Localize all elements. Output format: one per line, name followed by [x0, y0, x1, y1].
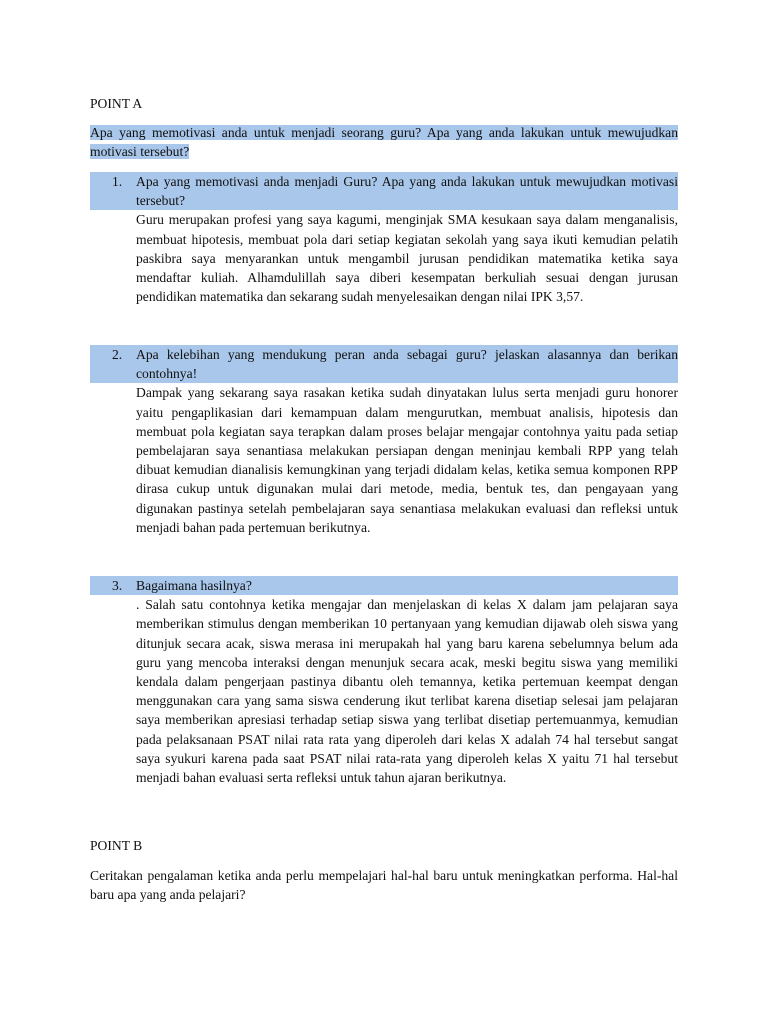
list-item-answer: Guru merupakan profesi yang saya kagumi, menginjak SMA kesukaan saya dalam menganalisis, membuat hipotesis, membuat pola dari setiap kegiatan sekolah yang saya ikuti kemudian pelatih paskibra saya menyarankan untuk mengambil jurusan pendidikan matematika ketika saya mendaftar kuliah. Alhamdulillah saya diberi kesempatan berkuliah sesuai dengan jurusan pendidikan matematika dan sekarang sudah menyelesaikan dengan nilai IPK 3,57.	[136, 212, 678, 305]
list-item-question-row	[90, 172, 678, 210]
list-item-question: Bagaimana hasilnya?	[136, 578, 252, 593]
point-a-question	[90, 123, 678, 161]
list-item-answer: Dampak yang sekarang saya rasakan ketika sudah dinyatakan lulus serta menjadi guru honorer yaitu pengaplikasian dari kemampuan dalam mengurutkan, membuat analisis, hipotesis dan membuat pola kegiatan saya terapkan dalam proses belajar mengajar contohnya yaitu pada setiap pembelajaran saya senantiasa melakukan persiapan dengan meninjau kembali RPP yang telah dibuat kemudian dianalisis kemungkinan yang terjadi didalam kelas, ketika semua komponen RPP dirasa cukup untuk digunakan mulai dari metode, media, bentuk tes, dan pengayaan yang digunakan pastinya setelah pembelajaran saya senantiasa melakukan evaluasi dan refleksi untuk menjadi bahan pada pertemuan berikutnya.	[136, 385, 678, 535]
list-item-answer: . Salah satu contohnya ketika mengajar dan menjelaskan di kelas X dalam jam pelajaran saya memberikan stimulus dengan memberikan 10 pertanyaan yang kemudian dijawab oleh siswa yang ditunjuk secara acak, siswa merasa ini merupakah hal yang baru karena sebelumnya belum ada guru yang mencoba interaksi dengan menunjuk secara acak, meski begitu siswa yang memiliki kendala dalam pengerjaan pastinya dibantu oleh temannya, ketika pertemuan keempat dengan menggunakan cara yang sama siswa cenderung ikut terlibat karena disetiap selesai jam pelajaran saya memberikan apresiasi terhadap setiap siswa yang terlibat disetiap pertemuanmya, kemudian pada pelaksanaan PSAT nilai rata rata yang diperoleh dari kelas X adalah 74 hal tersebut sangat saya syukuri karena pada saat PSAT nilai rata-rata yang diperoleh kelas X yaitu 71 hal tersebut menjadi bahan evaluasi serta refleksi untuk tahun ajaran berikutnya.	[136, 597, 678, 786]
list-item-number: 2.	[112, 347, 123, 362]
list-item-number: 1.	[112, 174, 123, 189]
list-item	[90, 576, 678, 787]
point-b-heading: POINT B	[90, 838, 143, 853]
list-item	[90, 172, 678, 306]
list-item-question-row	[90, 576, 678, 595]
point-a-question-text: Apa yang memotivasi anda untuk menjadi seorang guru? Apa yang anda lakukan untuk mewujudkan motivasi tersebut?	[90, 125, 678, 160]
point-b-question: Ceritakan pengalaman ketika anda perlu mempelajari hal-hal baru untuk meningkatkan performa. Hal-hal baru apa yang anda pelajari?	[90, 868, 678, 903]
list-item	[90, 345, 678, 537]
list-item-number: 3.	[112, 578, 123, 593]
list-item-question: Apa yang memotivasi anda menjadi Guru? Apa yang anda lakukan untuk mewujudkan motivasi tersebut?	[136, 174, 678, 209]
list-item-question-row	[90, 345, 678, 383]
list-item-question: Apa kelebihan yang mendukung peran anda sebagai guru? jelaskan alasannya dan berikan contohnya!	[136, 347, 678, 382]
point-a-heading: POINT A	[90, 96, 143, 111]
